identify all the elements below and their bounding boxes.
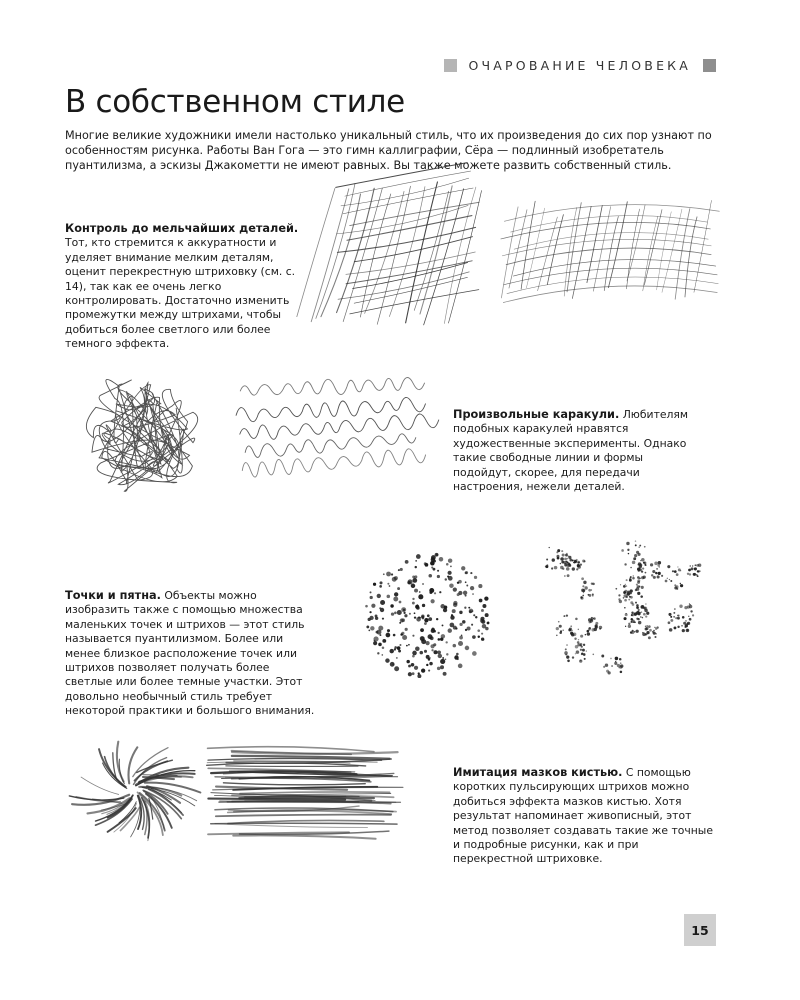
- brushstroke-horizontal-sketch: [205, 742, 405, 842]
- header-square-dark: [703, 59, 716, 72]
- section-scribbles: [453, 408, 699, 494]
- scribble-ball-sketch: [62, 368, 217, 508]
- page-title: В собственном стиле: [65, 84, 405, 120]
- pointillism-blots-sketch: [545, 545, 705, 675]
- section-crosshatch-text: Тот, кто стремится к аккуратности и уделяет внимание мелким деталям, оценит перекрестную штриховку (см. с. 14), так как ее очень легко контролировать. Достаточно изменить промежутки между штрихами, чтобы добиться более светлого или более темного эффекта.: [65, 236, 296, 351]
- section-brushstrokes-text: С помощью коротких пульсирующих штрихов можно добиться эффекта мазков кистью. Хотя результат напоминает живописный, этот метод позволяет создавать такие же точные и подробные рисунки, как и при перекрестной штриховке.: [453, 766, 713, 866]
- section-crosshatch: [65, 222, 303, 352]
- pointillism-dots-sketch: [362, 548, 492, 683]
- header-section-title: ОЧАРОВАНИЕ ЧЕЛОВЕКА: [468, 58, 691, 73]
- scribble-waves-sketch: [230, 370, 430, 475]
- section-scribbles-text: Любителям подобных каракулей нравятся художественные эксперименты. Однако такие свободные линии и формы подойдут, скорее, для передачи настроения, нежели деталей.: [453, 408, 689, 494]
- running-header: [444, 58, 717, 73]
- crosshatch-sketch-dense: [335, 180, 480, 330]
- section-dots-text: Объекты можно изобразить также с помощью множества маленьких точек и штрихов — этот стиль называется пуантилизмом. Более или менее близкое расположение точек или штрихов позволяет получать более светлые или более темные участки. Этот довольно необычный стиль требует некоторой практики и большого внимания.: [65, 589, 315, 718]
- crosshatch-sketch-light: [500, 190, 720, 305]
- intro-paragraph: Многие великие художники имели настолько уникальный стиль, что их произведения до сих пор узнают по особенностям рисунка. Работы Ван Гога — это гимн каллиграфии, Сёра — подлинный изобретатель пуантилизма, а эскизы Джакометти не имеют равных. Вы также можете развить собственный стиль.: [65, 129, 712, 172]
- section-scribbles-heading: Произвольные каракули.: [453, 408, 620, 421]
- section-dots: [65, 589, 315, 719]
- brushstroke-swirl-sketch: [58, 728, 218, 853]
- section-brushstrokes: [453, 766, 713, 867]
- section-dots-heading: Точки и пятна.: [65, 589, 161, 602]
- section-crosshatch-heading: Контроль до мельчайших деталей.: [65, 222, 299, 235]
- section-brushstrokes-heading: Имитация мазков кистью.: [453, 766, 623, 779]
- header-square-light: [444, 59, 457, 72]
- page-number: 15: [684, 914, 716, 946]
